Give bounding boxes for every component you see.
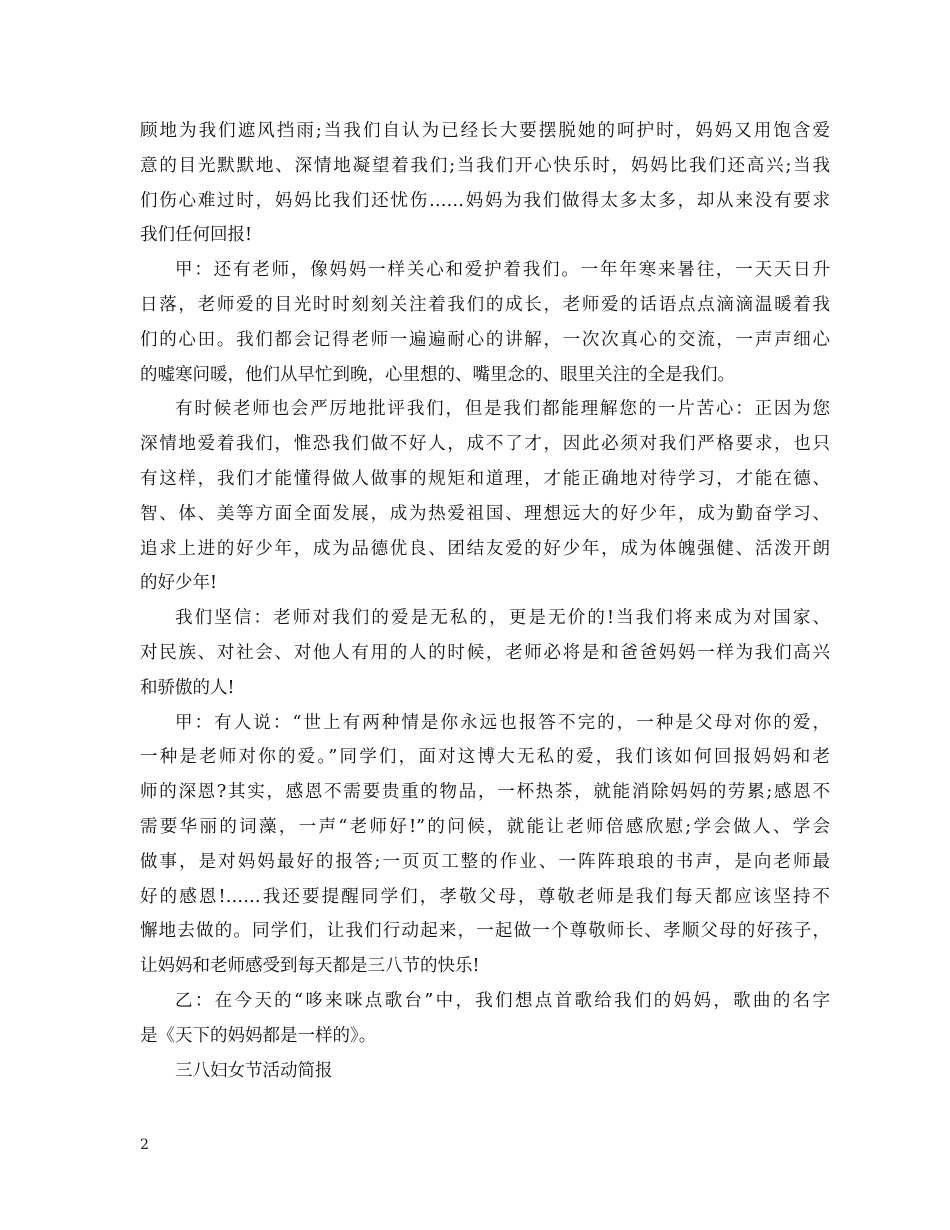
paragraph <box>140 984 830 1054</box>
text-line: 有这样，我们才能懂得做人做事的规矩和道理，才能正确地对待学习，才能在德、 <box>140 468 830 489</box>
text-line: 智、体、美等方面全面发展，成为热爱祖国、理想远大的好少年，成为勤奋学习、 <box>140 503 830 524</box>
text-line: 追求上进的好少年，成为品德优良、团结友爱的好少年，成为体魄强健、活泼开朗 <box>140 538 830 559</box>
text-line: 懈地去做的。同学们，让我们行动起来，一起做一个尊敬师长、孝顺父母的好孩子， <box>140 921 830 942</box>
text-line: 日落，老师爱的目光时时刻刻关注着我们的成长，老师爱的话语点点滴滴温暖着我 <box>140 294 830 315</box>
text-line: 需要华丽的词藻，一声“老师好!”的问候，就能让老师倍感欣慰;学会做人、学会 <box>140 816 830 837</box>
text-line: 们的心田。我们都会记得老师一遍遍耐心的讲解，一次次真心的交流，一声声细心 <box>140 329 830 350</box>
text-line: 甲：还有老师，像妈妈一样关心和爱护着我们。一年年寒来暑往，一天天日升 <box>175 260 830 281</box>
paragraph <box>140 601 830 705</box>
page-number: 2 <box>140 1137 149 1153</box>
paragraph <box>140 706 830 984</box>
text-line: 是《天下的妈妈都是一样的》。 <box>140 1025 377 1046</box>
text-line: 三八妇女节活动简报 <box>175 1060 333 1081</box>
text-line: 意的目光默默地、深情地凝望着我们;当我们开心快乐时，妈妈比我们还高兴;当我 <box>140 155 830 176</box>
text-line: 们伤心难过时，妈妈比我们还忧伤……妈妈为我们做得太多太多，却从来没有要求 <box>140 190 830 211</box>
text-line: 深情地爱着我们，惟恐我们做不好人，成不了才，因此必须对我们严格要求，也只 <box>140 434 830 455</box>
document-body <box>140 114 830 1088</box>
text-line: 乙：在今天的“哆来咪点歌台”中，我们想点首歌给我们的妈妈，歌曲的名字 <box>175 990 830 1011</box>
text-line: 一种是老师对你的爱。”同学们，面对这博大无私的爱，我们该如何回报妈妈和老 <box>140 747 830 768</box>
text-line: 让妈妈和老师感受到每天都是三八节的快乐! <box>140 956 480 977</box>
text-line: 做事，是对妈妈最好的报答;一页页工整的作业、一阵阵琅琅的书声，是向老师最 <box>140 851 830 872</box>
paragraph <box>140 392 830 601</box>
text-line: 和骄傲的人! <box>140 677 235 698</box>
text-line: 甲：有人说：“世上有两种情是你永远也报答不完的，一种是父母对你的爱， <box>175 712 830 733</box>
text-line: 好的感恩!……我还要提醒同学们，孝敬父母，尊敬老师是我们每天都应该坚持不 <box>140 886 830 907</box>
text-line: 的好少年! <box>140 573 218 594</box>
text-line: 的嘘寒问暖，他们从早忙到晚，心里想的、嘴里念的、眼里关注的全是我们。 <box>140 364 735 385</box>
text-line: 对民族、对社会、对他人有用的人的时候，老师必将是和爸爸妈妈一样为我们高兴 <box>140 642 830 663</box>
text-line: 师的深恩?其实，感恩不需要贵重的物品，一杯热茶，就能消除妈妈的劳累;感恩不 <box>140 782 830 803</box>
paragraph <box>140 1054 830 1089</box>
paragraph <box>140 253 830 392</box>
text-line: 顾地为我们遮风挡雨;当我们自认为已经长大要摆脱她的呵护时，妈妈又用饱含爱 <box>140 121 830 141</box>
text-line: 有时候老师也会严厉地批评我们，但是我们都能理解您的一片苦心：正因为您 <box>175 399 830 420</box>
text-line: 我们任何回报! <box>140 225 253 246</box>
paragraph <box>140 114 830 253</box>
text-line: 我们坚信：老师对我们的爱是无私的，更是无价的!当我们将来成为对国家、 <box>175 608 830 629</box>
